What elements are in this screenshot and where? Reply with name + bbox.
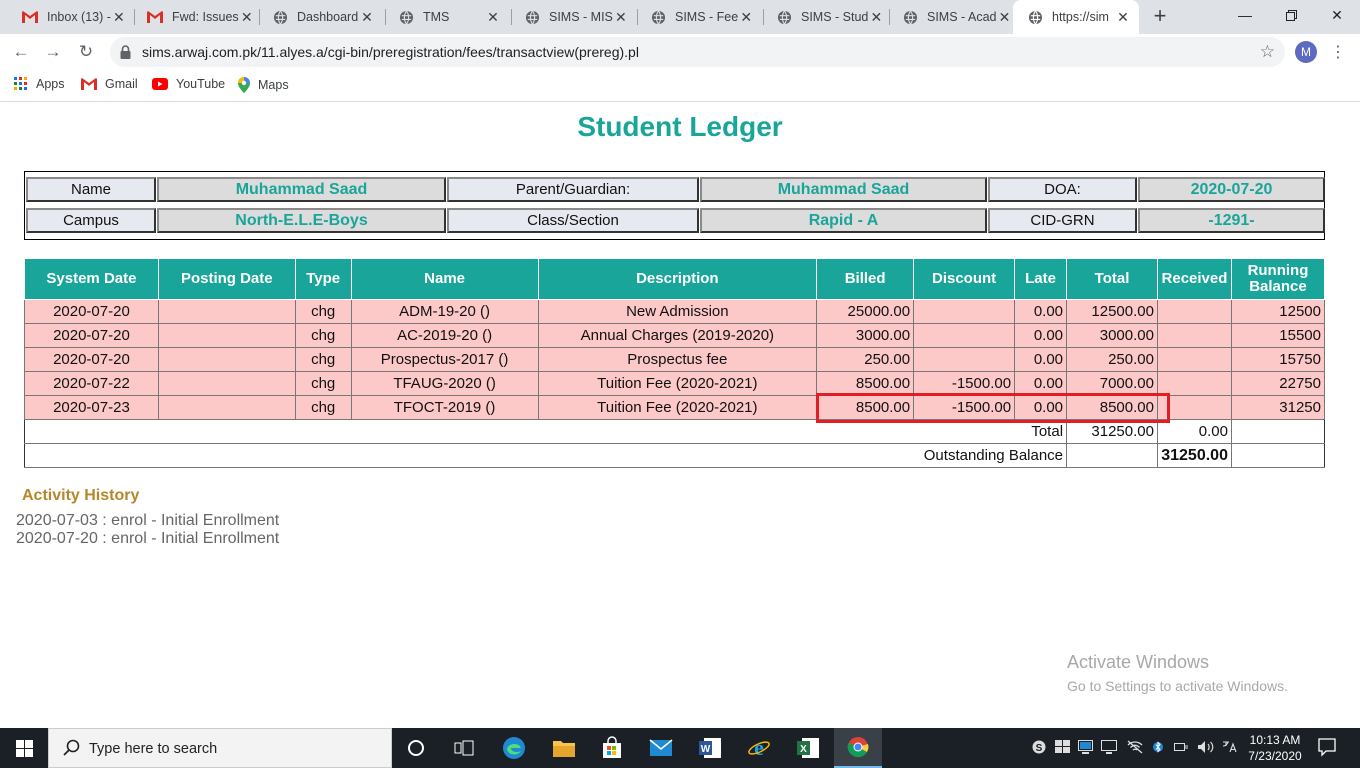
cid-value: -1291-	[1138, 208, 1325, 233]
activity-item: 2020-07-20 : enrol - Initial Enrollment	[16, 530, 280, 547]
volume-icon[interactable]	[1197, 740, 1215, 757]
table-row	[25, 372, 1325, 396]
cell-discount: -1500.00	[914, 372, 1015, 396]
menu-kebab-icon[interactable]: ⋮	[1330, 44, 1346, 61]
browser-tab-strip	[0, 0, 1360, 34]
cell-discount	[914, 348, 1015, 372]
close-icon[interactable]: ✕	[361, 8, 373, 25]
cell-posting-date	[158, 372, 295, 396]
received-total: 0.00	[1157, 420, 1231, 444]
cell-late: 0.00	[1015, 300, 1067, 324]
start-button[interactable]	[0, 728, 48, 768]
edge-browser-icon[interactable]	[490, 728, 538, 768]
class-value: Rapid - A	[700, 208, 987, 233]
system-clock[interactable]	[1240, 732, 1310, 764]
cell-running-balance: 15750	[1231, 348, 1324, 372]
search-placeholder: Type here to search	[89, 741, 218, 757]
col-system-date: System Date	[25, 259, 159, 300]
name-value: Muhammad Saad	[157, 177, 446, 202]
tab-fwd-issues[interactable]	[133, 0, 257, 34]
tab-sims-student[interactable]	[762, 0, 887, 34]
table-row	[25, 300, 1325, 324]
activity-history-title: Activity History	[22, 487, 140, 504]
close-icon[interactable]: ✕	[615, 8, 627, 25]
doa-label: DOA:	[988, 177, 1137, 202]
network-monitor-icon[interactable]	[1078, 740, 1093, 757]
empty-cell	[1231, 444, 1324, 468]
store-icon[interactable]	[588, 728, 636, 768]
back-button[interactable]: ←	[12, 42, 30, 61]
outstanding-label: Outstanding Balance	[25, 444, 1067, 468]
col-posting-date: Posting Date	[158, 259, 295, 300]
student-info-panel	[24, 171, 1325, 240]
outstanding-row	[25, 444, 1325, 468]
cell-description: Annual Charges (2019-2020)	[538, 324, 817, 348]
cell-running-balance: 22750	[1231, 372, 1324, 396]
cell-received	[1157, 348, 1231, 372]
power-plug-icon[interactable]	[1174, 740, 1190, 757]
cell-late: 0.00	[1015, 348, 1067, 372]
bluetooth-icon[interactable]	[1153, 740, 1163, 757]
gmail-icon	[22, 9, 38, 25]
tab-inbox[interactable]	[8, 0, 132, 34]
campus-value: North-E.L.E-Boys	[157, 208, 446, 233]
cell-system-date: 2020-07-23	[25, 396, 159, 420]
display-icon[interactable]	[1101, 740, 1117, 757]
parent-value: Muhammad Saad	[700, 177, 987, 202]
page-content	[0, 103, 1360, 728]
cortana-icon[interactable]	[392, 728, 440, 768]
class-label: Class/Section	[447, 208, 699, 233]
highlight-annotation-box	[816, 393, 1170, 423]
taskbar-search[interactable]	[48, 728, 392, 768]
maps-pin-icon	[238, 77, 250, 93]
tab-title: Dashboard	[297, 10, 359, 24]
cell-discount: -1500.00	[914, 396, 1015, 420]
col-type: Type	[295, 259, 351, 300]
notification-center-icon[interactable]	[1318, 738, 1336, 761]
cell-description: Tuition Fee (2020-2021)	[538, 396, 817, 420]
windows-taskbar	[0, 728, 1360, 768]
restore-button[interactable]	[1268, 0, 1314, 30]
address-bar[interactable]	[110, 37, 1285, 67]
apps-grid-icon	[14, 77, 28, 91]
cell-posting-date	[158, 396, 295, 420]
file-explorer-icon[interactable]	[540, 728, 588, 768]
close-icon[interactable]: ✕	[998, 8, 1011, 25]
cell-system-date: 2020-07-20	[25, 348, 159, 372]
empty-cell	[1067, 444, 1158, 468]
close-window-button[interactable]: ✕	[1331, 6, 1343, 23]
reload-button[interactable]: ↻	[78, 42, 94, 61]
svg-text:W: W	[700, 744, 711, 755]
activate-windows-title: Activate Windows	[1067, 652, 1210, 672]
globe-icon	[1027, 9, 1043, 25]
cell-late: 0.00	[1015, 396, 1067, 420]
cell-billed: 8500.00	[817, 396, 914, 420]
tab-dashboard[interactable]	[258, 0, 383, 34]
tab-title: SIMS - MIS	[549, 10, 613, 24]
info-row-2	[26, 208, 1326, 233]
cell-description: Tuition Fee (2020-2021)	[538, 372, 817, 396]
cell-posting-date	[158, 348, 295, 372]
search-icon	[63, 739, 81, 762]
cell-posting-date	[158, 300, 295, 324]
empty-cell	[1231, 420, 1324, 444]
cell-billed: 250.00	[817, 348, 914, 372]
col-discount: Discount	[914, 259, 1015, 300]
tab-title: SIMS - Acad	[927, 10, 997, 24]
clock-date: 7/23/2020	[1248, 749, 1302, 763]
col-running-balance: Running Balance	[1231, 259, 1324, 300]
tab-sims-academic[interactable]	[888, 0, 1012, 34]
browser-toolbar	[0, 34, 1360, 70]
tab-title: Inbox (13) -	[47, 10, 111, 24]
minimize-button[interactable]: —	[1238, 7, 1252, 23]
windows-security-icon[interactable]	[1055, 740, 1070, 757]
youtube-icon	[152, 78, 168, 90]
svg-text:X: X	[800, 744, 807, 755]
doa-value: 2020-07-20	[1138, 177, 1325, 202]
outstanding-value: 31250.00	[1157, 444, 1231, 468]
svg-text:S: S	[1035, 743, 1043, 754]
cell-received	[1157, 324, 1231, 348]
globe-icon	[524, 9, 540, 25]
cell-total: 3000.00	[1067, 324, 1158, 348]
cell-name: Prospectus-2017 ()	[351, 348, 538, 372]
bookmark-label: Apps	[36, 77, 65, 91]
bookmark-label: Maps	[258, 78, 289, 92]
tab-title: TMS	[423, 10, 450, 24]
close-icon[interactable]: ✕	[113, 8, 125, 25]
tab-sims-mis[interactable]	[510, 0, 635, 34]
close-icon[interactable]: ✕	[487, 8, 499, 25]
bookmarks-bar	[0, 70, 1360, 102]
cell-description: Prospectus fee	[538, 348, 817, 372]
new-tab-button[interactable]: +	[1153, 3, 1167, 28]
cell-running-balance: 31250	[1231, 396, 1324, 420]
tab-title: SIMS - Fee	[675, 10, 739, 24]
excel-icon[interactable]	[784, 728, 832, 768]
ledger-header-row	[25, 259, 1325, 300]
col-description: Description	[538, 259, 817, 300]
cell-posting-date	[158, 324, 295, 348]
campus-label: Campus	[26, 208, 156, 233]
gmail-icon	[147, 9, 163, 25]
cell-total: 7000.00	[1067, 372, 1158, 396]
bookmark-label: YouTube	[176, 77, 226, 91]
total-label: Total	[25, 420, 1067, 444]
forward-button[interactable]: →	[44, 42, 62, 61]
cell-discount	[914, 300, 1015, 324]
close-icon[interactable]: ✕	[740, 8, 753, 25]
svg-text:e: e	[754, 735, 764, 760]
cid-label: CID-GRN	[988, 208, 1137, 233]
close-icon[interactable]: ✕	[870, 8, 883, 25]
cell-total: 8500.00	[1067, 396, 1158, 420]
globe-icon	[272, 9, 288, 25]
cell-billed: 25000.00	[817, 300, 914, 324]
globe-icon	[650, 9, 666, 25]
cell-name: ADM-19-20 ()	[351, 300, 538, 324]
bookmark-gmail[interactable]	[81, 77, 138, 91]
input-language-icon[interactable]	[1222, 740, 1236, 757]
bookmark-star-icon[interactable]: ☆	[1259, 42, 1275, 61]
word-icon[interactable]	[686, 728, 734, 768]
cell-late: 0.00	[1015, 372, 1067, 396]
table-row	[25, 324, 1325, 348]
cell-received	[1157, 372, 1231, 396]
col-received: Received	[1157, 259, 1231, 300]
total-value: 31250.00	[1067, 420, 1158, 444]
name-label: Name	[26, 177, 156, 202]
cell-name: TFOCT-2019 ()	[351, 396, 538, 420]
url-text: sims.arwaj.com.pk/11.alyes.a/cgi-bin/preregistration/fees/transactview(prereg).pl	[142, 44, 639, 60]
cell-received	[1157, 300, 1231, 324]
tab-title: SIMS - Stud	[801, 10, 869, 24]
tab-tms[interactable]	[384, 0, 509, 34]
bookmark-label: Gmail	[105, 77, 138, 91]
cell-running-balance: 15500	[1231, 324, 1324, 348]
page-title: Student Ledger	[577, 111, 783, 142]
profile-avatar[interactable]: M	[1295, 41, 1317, 63]
gmail-icon	[81, 78, 97, 90]
parent-label: Parent/Guardian:	[447, 177, 699, 202]
bookmark-youtube[interactable]	[152, 77, 225, 91]
bookmark-apps[interactable]	[14, 77, 65, 91]
tab-active-ledger[interactable]	[1013, 0, 1139, 34]
wifi-off-icon[interactable]	[1127, 740, 1143, 757]
mail-icon[interactable]	[637, 728, 685, 768]
cell-type: chg	[295, 300, 351, 324]
cell-type: chg	[295, 324, 351, 348]
total-row	[25, 420, 1325, 444]
cell-system-date: 2020-07-20	[25, 300, 159, 324]
cell-name: AC-2019-20 ()	[351, 324, 538, 348]
cell-type: chg	[295, 348, 351, 372]
col-billed: Billed	[817, 259, 914, 300]
tab-title: https://sim	[1052, 10, 1109, 24]
internet-explorer-icon[interactable]	[735, 728, 783, 768]
col-total: Total	[1067, 259, 1158, 300]
close-icon[interactable]: ✕	[240, 8, 253, 25]
ledger-table	[24, 258, 1325, 468]
col-name: Name	[351, 259, 538, 300]
globe-icon	[398, 9, 414, 25]
lock-icon	[120, 45, 131, 64]
globe-icon	[776, 9, 792, 25]
cell-running-balance: 12500	[1231, 300, 1324, 324]
cell-type: chg	[295, 372, 351, 396]
col-late: Late	[1015, 259, 1067, 300]
chrome-icon[interactable]	[834, 728, 882, 768]
cell-billed: 8500.00	[817, 372, 914, 396]
cell-type: chg	[295, 396, 351, 420]
cell-late: 0.00	[1015, 324, 1067, 348]
activate-windows-subtitle: Go to Settings to activate Windows.	[1067, 678, 1288, 694]
tab-title: Fwd: Issues	[172, 10, 239, 24]
close-icon[interactable]: ✕	[1117, 8, 1129, 25]
cell-total: 12500.00	[1067, 300, 1158, 324]
bookmark-maps[interactable]	[238, 77, 289, 93]
cell-description: New Admission	[538, 300, 817, 324]
task-view-icon[interactable]	[440, 728, 488, 768]
table-row	[25, 348, 1325, 372]
info-row-1	[26, 177, 1326, 202]
cell-system-date: 2020-07-20	[25, 324, 159, 348]
windows-logo-icon	[16, 740, 33, 757]
clock-time: 10:13 AM	[1249, 733, 1301, 747]
cell-total: 250.00	[1067, 348, 1158, 372]
cell-name: TFAUG-2020 ()	[351, 372, 538, 396]
tab-sims-fee[interactable]	[636, 0, 761, 34]
cell-system-date: 2020-07-22	[25, 372, 159, 396]
cell-billed: 3000.00	[817, 324, 914, 348]
globe-icon	[902, 9, 918, 25]
cell-discount	[914, 324, 1015, 348]
skype-tray-icon[interactable]	[1032, 740, 1046, 757]
activity-item: 2020-07-03 : enrol - Initial Enrollment	[16, 512, 280, 529]
